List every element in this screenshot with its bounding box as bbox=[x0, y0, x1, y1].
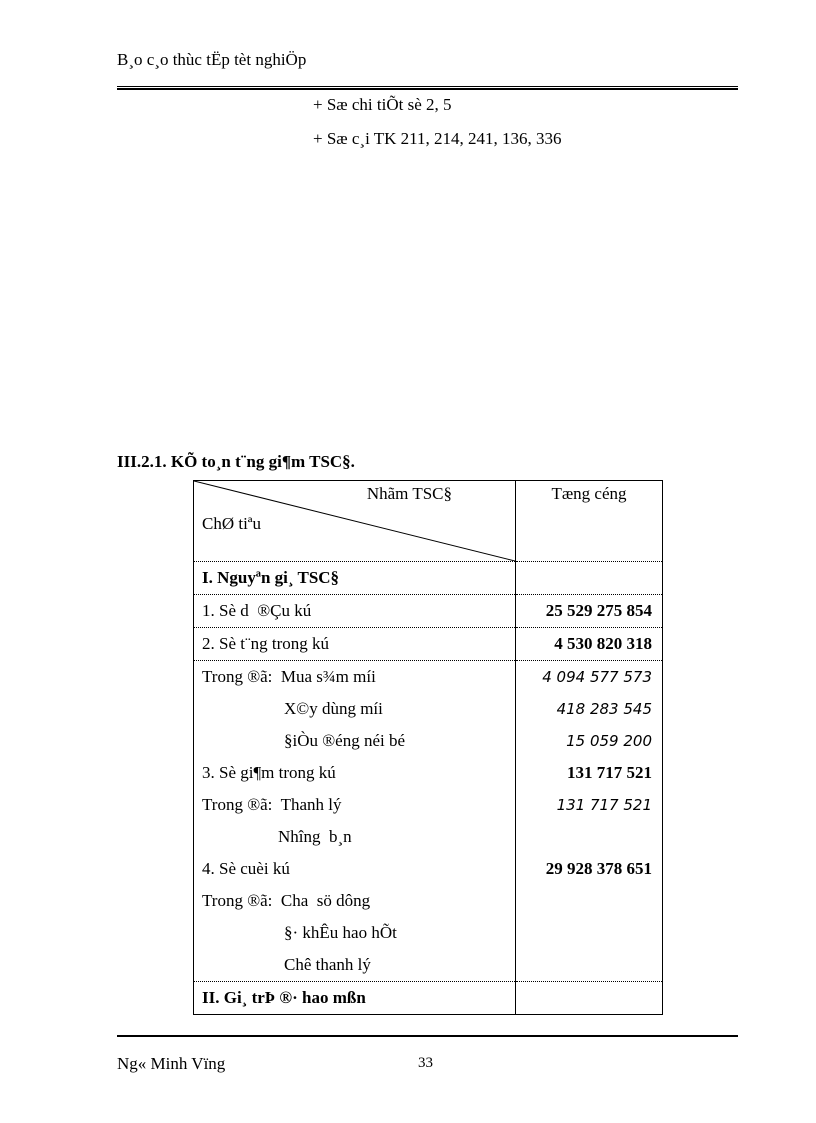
header-total: Tæng céng bbox=[516, 481, 663, 562]
row-value bbox=[516, 821, 663, 853]
source-line-2: + Sæ c¸i TK 211, 214, 241, 136, 336 bbox=[313, 129, 562, 148]
row-label: X©y dùng míi bbox=[194, 693, 516, 725]
header-asset-group: Nhãm TSC§ bbox=[366, 484, 452, 503]
row-value: 4 094 577 573 bbox=[516, 661, 663, 694]
table-header-row bbox=[194, 481, 663, 562]
row-label: 4. Sè cuèi kú bbox=[194, 853, 516, 885]
header-indicator: ChØ tiªu bbox=[202, 514, 262, 533]
row-value: 131 717 521 bbox=[516, 789, 663, 821]
footer-author: Ng« Minh Vïng bbox=[117, 1054, 226, 1073]
table-row bbox=[194, 725, 663, 757]
row-value: 25 529 275 854 bbox=[516, 595, 663, 628]
table-row bbox=[194, 628, 663, 661]
page-number: 33 bbox=[418, 1055, 433, 1071]
table-row bbox=[194, 917, 663, 949]
row-label: 3. Sè gi¶m trong kú bbox=[194, 757, 516, 789]
row-label: Chê thanh lý bbox=[194, 949, 516, 982]
table-row bbox=[194, 982, 663, 1015]
row-label: §· khÊu hao hÕt bbox=[194, 917, 516, 949]
row-label: I. Nguyªn gi¸ TSC§ bbox=[194, 562, 516, 595]
table-row bbox=[194, 595, 663, 628]
row-label: §iÒu ®éng néi bé bbox=[194, 725, 516, 757]
table-row bbox=[194, 885, 663, 917]
table-row bbox=[194, 949, 663, 982]
row-label: II. Gi¸ trÞ ®· hao mßn bbox=[194, 982, 516, 1015]
table-row bbox=[194, 821, 663, 853]
row-value bbox=[516, 982, 663, 1015]
row-label: Trong ®ã: Thanh lý bbox=[194, 789, 516, 821]
row-label: Trong ®ã: Cha sö dông bbox=[194, 885, 516, 917]
footer-rule bbox=[117, 1035, 738, 1037]
row-label: Nhîng b¸n bbox=[194, 821, 516, 853]
header-diagonal-cell bbox=[194, 481, 516, 562]
row-value: 131 717 521 bbox=[516, 757, 663, 789]
row-label: 2. Sè t¨ng trong kú bbox=[194, 628, 516, 661]
table-row bbox=[194, 693, 663, 725]
header-title: B¸o c¸o thùc tËp tèt nghiÖp bbox=[117, 50, 307, 69]
table-row bbox=[194, 789, 663, 821]
row-value: 29 928 378 651 bbox=[516, 853, 663, 885]
header-rule bbox=[117, 86, 738, 90]
table-row bbox=[194, 757, 663, 789]
table-row bbox=[194, 562, 663, 595]
row-value bbox=[516, 949, 663, 982]
row-value: 4 530 820 318 bbox=[516, 628, 663, 661]
row-label: 1. Sè d ®Çu kú bbox=[194, 595, 516, 628]
row-label: Trong ®ã: Mua s¾m míi bbox=[194, 661, 516, 694]
row-value: 418 283 545 bbox=[516, 693, 663, 725]
table-row bbox=[194, 661, 663, 694]
row-value: 15 059 200 bbox=[516, 725, 663, 757]
row-value bbox=[516, 917, 663, 949]
asset-change-table bbox=[193, 480, 663, 1015]
section-heading: III.2.1. KÕ to¸n t¨ng gi¶m TSC§. bbox=[117, 452, 355, 471]
row-value bbox=[516, 885, 663, 917]
table-row bbox=[194, 853, 663, 885]
row-value bbox=[516, 562, 663, 595]
source-line-1: + Sæ chi tiÕt sè 2, 5 bbox=[313, 95, 452, 114]
